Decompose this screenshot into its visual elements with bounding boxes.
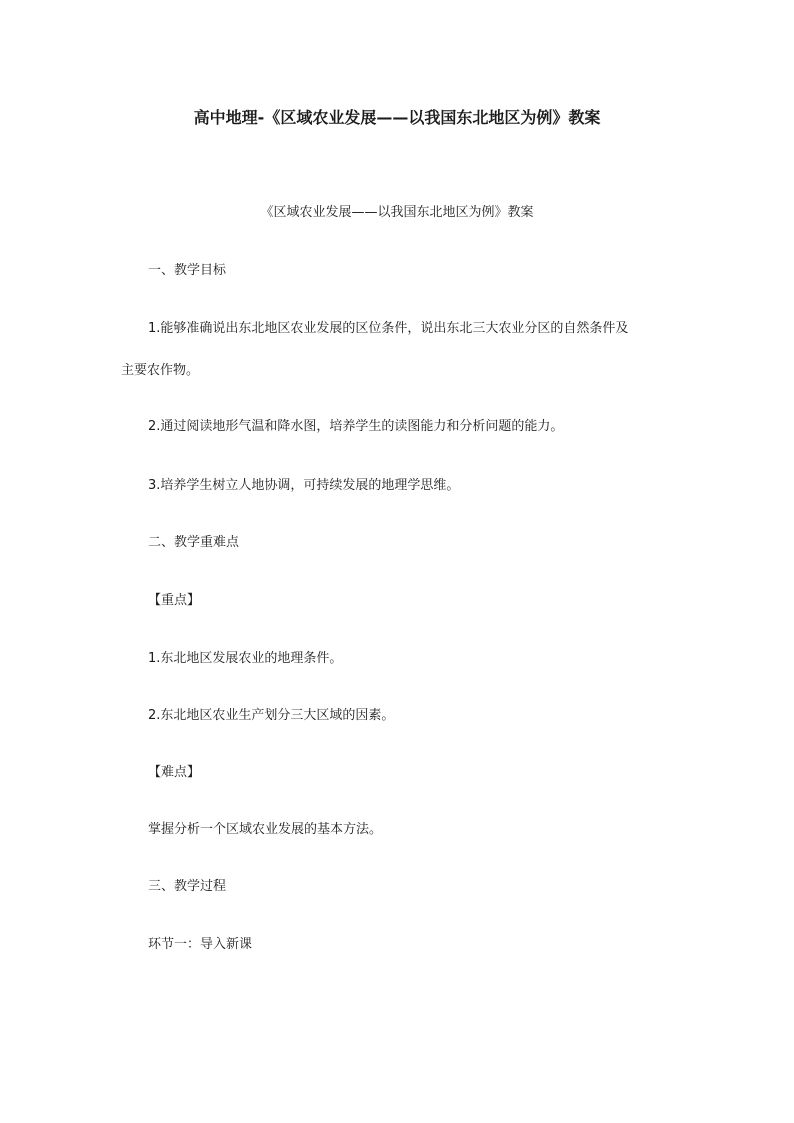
objective-2: 2.通过阅读地形气温和降水图，培养学生的读图能力和分析问题的能力。 — [148, 419, 564, 434]
section-heading-process: 三、教学过程 — [148, 879, 227, 894]
difficulty-1: 掌握分析一个区域农业发展的基本方法。 — [148, 822, 383, 837]
process-step-1: 环节一：导入新课 — [148, 937, 253, 952]
document-subtitle: 《区域农业发展——以我国东北地区为例》教案 — [260, 205, 534, 220]
document-title: 高中地理-《区域农业发展——以我国东北地区为例》教案 — [193, 108, 601, 127]
section-heading-objectives: 一、教学目标 — [148, 263, 227, 278]
key-points-label: 【重点】 — [148, 593, 201, 608]
objective-1-line-1: 1.能够准确说出东北地区农业发展的区位条件，说出东北三大农业分区的自然条件及 — [148, 321, 629, 336]
difficulty-label: 【难点】 — [148, 765, 201, 780]
objective-3: 3.培养学生树立人地协调，可持续发展的地理学思维。 — [148, 478, 460, 493]
key-point-2: 2.东北地区农业生产划分三大区域的因素。 — [148, 708, 395, 723]
key-point-1: 1.东北地区发展农业的地理条件。 — [148, 651, 343, 666]
objective-1-line-2: 主要农作物。 — [121, 363, 200, 378]
section-heading-key-points: 二、教学重难点 — [148, 535, 240, 550]
